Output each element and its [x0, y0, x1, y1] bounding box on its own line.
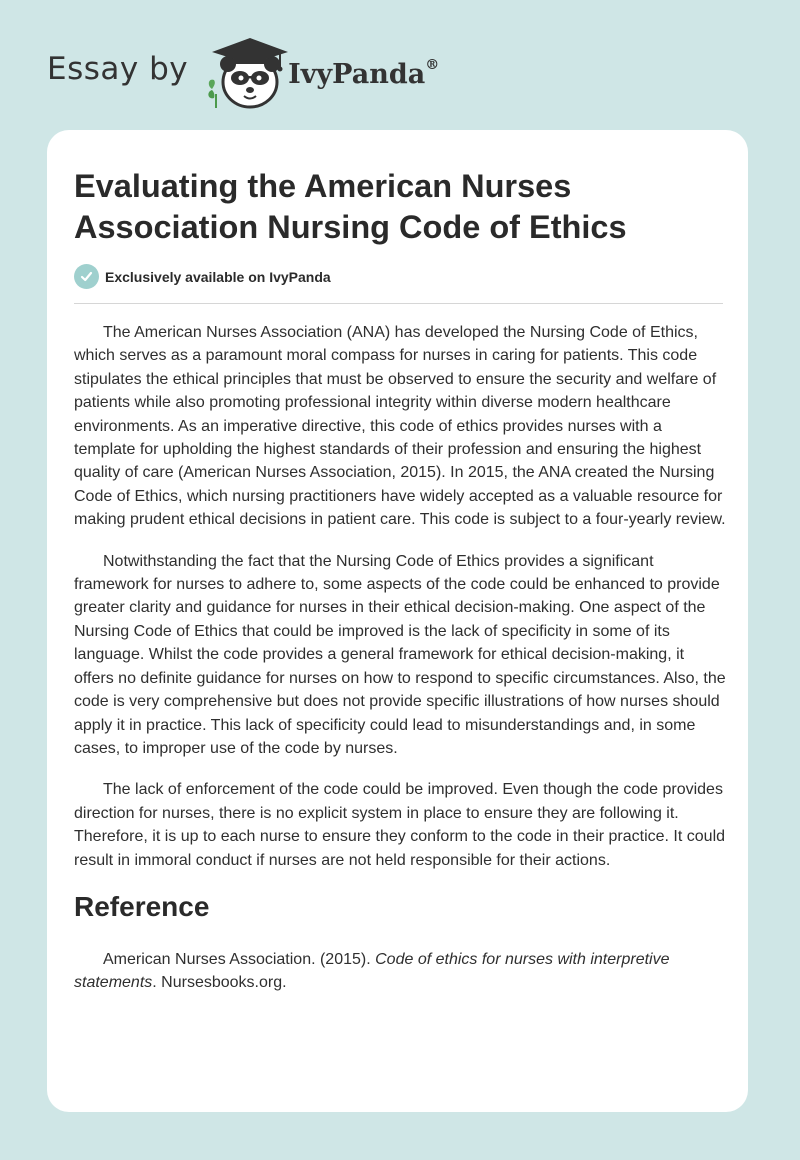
reference-entry	[74, 948, 726, 995]
essay-card	[47, 130, 748, 1112]
exclusive-label: Exclusively available on IvyPanda	[105, 268, 331, 285]
paragraph: Notwithstanding the fact that the Nursing Code of Ethics provides a significant framework for nurses to adhere to, some aspects of the code could be enhanced to provide greater clarity and guidance for nurses in their ethical decision-making. One aspect of the Nursing Code of Ethics that could be improved is the lack of specificity in some of its language. Whilst the code provides a general framework for ethical decision-making, it offers no definite guidance for nurses on how to respond to specific circumstances. Also, the code is very comprehensive but does not provide specific illustrations of how nurses should apply it in practice. This lack of specificity could lead to misunderstandings and, in some cases, to improper use of the code by nurses.	[74, 552, 726, 757]
reference-author: American Nurses Association. (2015).	[103, 950, 376, 968]
check-circle-icon	[74, 264, 99, 289]
paragraph: The American Nurses Association (ANA) has developed the Nursing Code of Ethics, which serves as a paramount moral compass for nurses in caring for patients. This code stipulates the ethical principles that must be observed to ensure the security and welfare of patients while also promoting professional integrity within diverse modern healthcare environments. As an imperative directive, this code of ethics provides nurses with a template for upholding the highest standards of their profession and ensuring the highest quality of care (American Nurses Association, 2015). In 2015, the ANA created the Nursing Code of Ethics, which nursing practitioners have widely accepted as a valuable resource for making prudent ethical decisions in patient care. This code is subject to a four-yearly review.	[74, 324, 726, 529]
site-header	[47, 34, 439, 110]
reference-publisher: . Nursesbooks.org.	[152, 974, 287, 992]
essay-by-label: Essay by	[47, 51, 189, 87]
reference-heading: Reference	[74, 890, 210, 922]
essay-body	[74, 321, 726, 995]
registered-mark: ®	[425, 56, 440, 73]
paragraph: The lack of enforcement of the code could be improved. Even though the code provides direction for nurses, there is no explicit system in place to ensure they are following it. Therefore, it is up to each nurse to ensure they conform to the code in their practice. It could result in immoral conduct if nurses are not held responsible for their actions.	[74, 781, 726, 869]
title-divider	[74, 303, 723, 304]
exclusive-notice	[74, 264, 331, 289]
reference-title: Code of ethics for nurses with interpretive statements	[74, 950, 670, 992]
essay-title: Evaluating the American Nurses Association Nursing Code of Ethics	[74, 168, 627, 245]
panda-graduate-icon[interactable]	[204, 34, 288, 110]
brand-name-text: IvyPanda	[288, 58, 426, 90]
brand-name[interactable]	[288, 56, 440, 90]
